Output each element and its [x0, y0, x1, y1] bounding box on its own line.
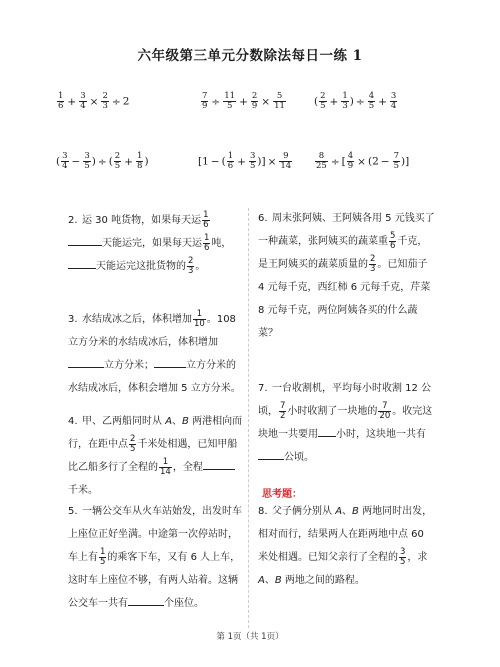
expression-6: $\frac{8}{25}$ ÷ [ $\frac{4}{9}$ × (2 − $\frac{7}{5}$ )]: [316, 151, 410, 171]
expression-5: [1 − ( $\frac{1}{6}$ + $\frac{3}{5}$ )] × $\frac{9}{14}$: [198, 151, 292, 171]
expression-4: ( $\frac{3}{4}$ − $\frac{3}{5}$ ) ÷ ( $\frac{2}{5}$ + $\frac{1}{8}$ ): [56, 151, 149, 171]
question-6: 6. 周末张阿姨、王阿姨各用 5 元钱买了一种蔬菜，张阿姨买的蔬菜重 $\frac{5}{6}$ 千克，是王阿姨买的蔬菜质量的 $\frac{2}{3}$ 。已知茄子 4 元每千克，西红柿 6 元每千克，芹菜 8 元每千克，两位阿姨各买的什么蔬菜？: [258, 213, 435, 339]
expression-1: $\frac{1}{6}$ + $\frac{3}{4}$ × $\frac{2}{3}$ ÷ 2: [58, 91, 130, 111]
column-divider: [248, 208, 249, 628]
question-5: 5. 一辆公交车从火车站始发，出发时车上座位正好坐满。中途第一次停站时，车上有 $\frac{1}{5}$ 的乘客下车，又有 6 人上车，这时车上座位不够，有两人站着。这辆公交车一共有 个座位。: [68, 506, 242, 609]
expression-3: ( $\frac{2}{5}$ + $\frac{1}{3}$ ) ÷ $\frac{4}{5}$ + $\frac{3}{4}$: [314, 91, 397, 111]
question-8: 8. 父子俩分别从 A、B 两地同时出发，相对而行，结果两人在距两地中点 60 米处相遇。已知父亲行了全程的 $\frac{3}{5}$ ，求 A、B 两地之间的路程。: [258, 506, 433, 586]
thinking-question-label: 思考题：: [262, 489, 302, 500]
question-3: 3. 水结成冰之后，体积增加 $\frac{1}{10}$ 。108 立方分米的水结成冰后，体积增加立方分米； 立方分米的水结成冰后，体积会增加 5 立方分米。: [68, 308, 241, 394]
question-4: 4. 甲、乙两船同时从 A、B 两港相向而行，在距中点 $\frac{2}{5}$ 千米处相遇，已知甲船比乙船多行了全程的 $\frac{1}{14}$ ，全程千米。: [68, 416, 243, 496]
page-footer: 第 1页（共 1页）: [216, 632, 284, 642]
question-2: 2. 运 30 吨货物，如果每天运 $\frac{1}{6}$ 天能运完，如果每天运 $\frac{1}{6}$ 吨，天能运完这批货物的 $\frac{2}{3}$ 。: [68, 209, 232, 276]
expression-2: $\frac{7}{9}$ ÷ $\frac{11}{5}$ + $\frac{2}{9}$ × $\frac{5}{11}$: [202, 91, 285, 111]
question-7: 7. 一台收割机，平均每小时收割 12 公顷， $\frac{7}{2}$ 小时收割了一块地的 $\frac{7}{20}$ 。收完这块地一共要用 小时，这块地一共有公顷。: [258, 383, 433, 463]
page-title: 六年级第三单元分数除法每日一练 1: [137, 48, 363, 64]
